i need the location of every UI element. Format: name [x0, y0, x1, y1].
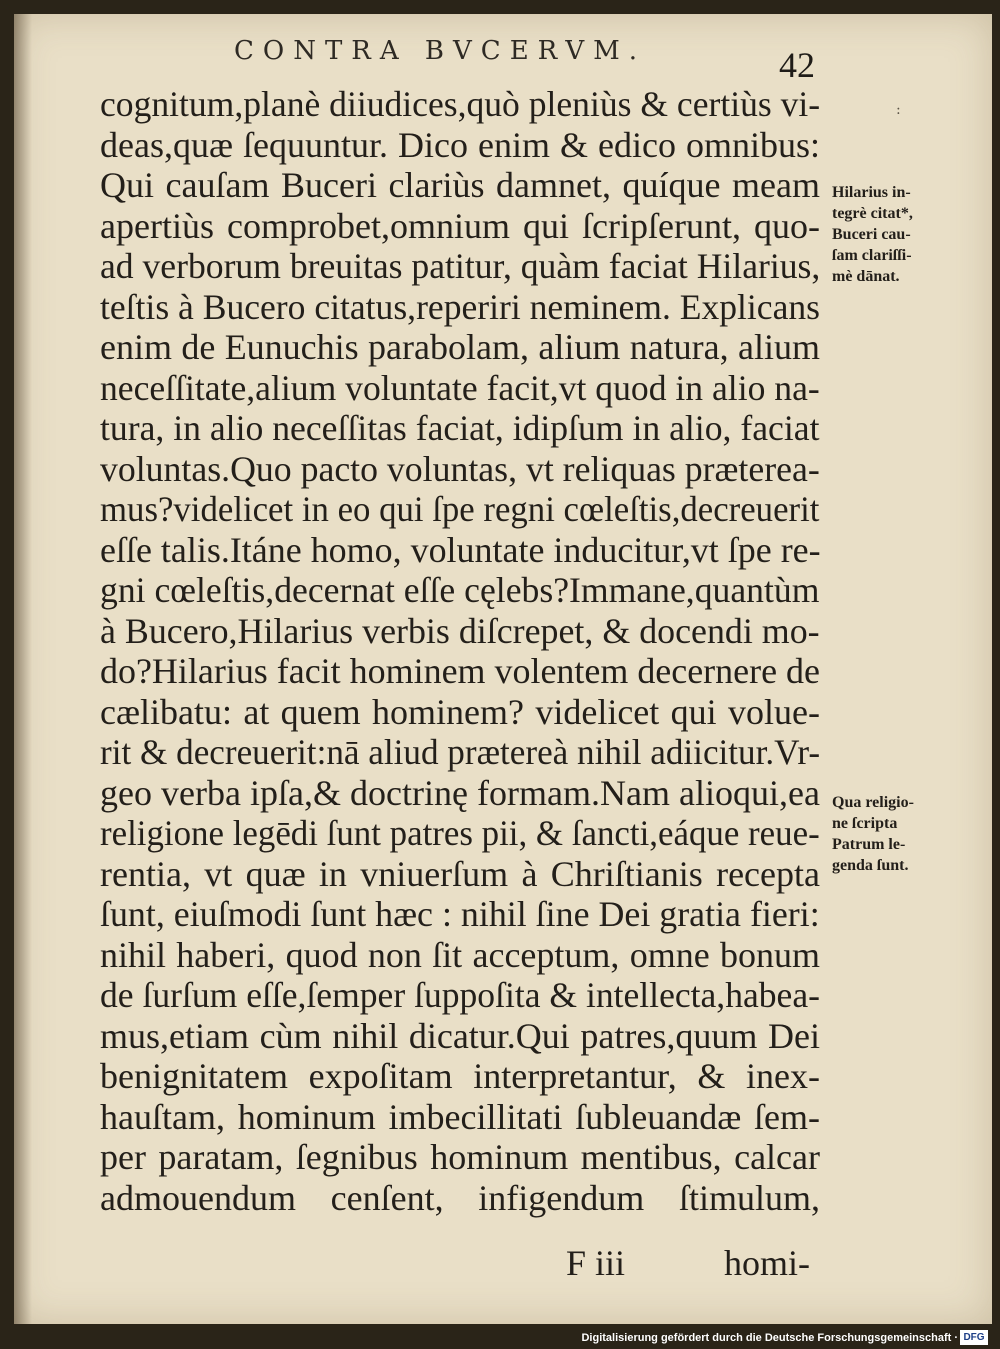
text-line: neceſſitate,alium voluntate facit,vt quod in alio na-	[100, 367, 820, 408]
text-line: ad verborum breuitas patitur, quàm faciat Hilarius,	[100, 246, 821, 286]
catchword: homi-	[724, 1243, 810, 1283]
text-line: rit & decreuerit:nā aliud prætereà nihil adiicitur.Vr-	[100, 732, 821, 772]
dfg-logo: DFG	[960, 1330, 988, 1345]
margin-note-line: tegrè citat*,	[832, 205, 913, 222]
text-line: do?Hilarius facit hominem volentem decernere de	[100, 651, 820, 691]
text-line: ſunt, eiuſmodi ſunt hæc : nihil ſine Dei gratia fieri:	[100, 894, 820, 934]
margin-note-hilarius	[832, 182, 952, 287]
text-line: hauſtam, hominum imbecillitati ſubleuandæ ſem-	[100, 1096, 820, 1137]
margin-note-line: ſam clariſſi-	[832, 247, 912, 264]
text-line: gni cœleſtis,decernat eſſe cęlebs?Immane,quantùm	[100, 570, 820, 610]
text-line: admouendum cenſent, infigendum ſtimulum,	[100, 1177, 820, 1218]
text-line: deas,quæ ſequuntur. Dico enim & edico omnibus:	[100, 124, 820, 165]
running-title: CONTRA BVCERVM.	[234, 36, 646, 66]
text-line: enim de Eunuchis parabolam, alium natura, alium	[100, 327, 820, 367]
page-number: 42	[779, 45, 815, 85]
text-line: rentia, vt quæ in vniuerſum à Chriſtianis recepta	[100, 853, 820, 894]
margin-note-line: mè dānat.	[832, 268, 900, 285]
text-line: cognitum,planè diiudices,quò pleniùs & certiùs vi-	[100, 84, 821, 124]
margin-note-religione	[832, 792, 952, 876]
text-line: Qui cauſam Buceri clariùs damnet, quíque meam	[100, 165, 820, 205]
text-line: teſtis à Bucero citatus,reperiri neminem. Explicans	[100, 286, 821, 327]
text-line: à Bucero,Hilarius verbis diſcrepet, & docendi mo-	[100, 610, 820, 651]
text-line: eſſe talis.Itáne homo, voluntate inducitur,vt ſpe re-	[100, 529, 821, 570]
text-line: benignitatem expoſitam interpretantur, & inex-	[100, 1056, 820, 1096]
text-line: per paratam, ſegnibus hominum mentibus, calcar	[100, 1137, 820, 1177]
body-text	[100, 84, 820, 1218]
signature-mark: F iii	[566, 1243, 626, 1283]
margin-note-line: Patrum le-	[832, 836, 906, 853]
text-line: religione legēdi ſunt patres pii, & ſancti,eáque reue-	[100, 813, 820, 853]
text-line: cælibatu: at quem hominem? videlicet qui volue-	[100, 691, 820, 732]
digitization-credit: Digitalisierung gefördert durch die Deutsche Forschungsgemeinschaft ·	[581, 1332, 958, 1344]
text-line: voluntas.Quo pacto voluntas, vt reliquas præterea-	[100, 448, 820, 489]
margin-note-line: Hilarius in-	[832, 184, 911, 201]
book-page	[14, 14, 992, 1324]
head-mark: :	[896, 102, 901, 118]
text-line: mus?videlicet in eo qui ſpe regni cœleſtis,decreuerit	[100, 489, 820, 529]
page-foot	[100, 1242, 820, 1282]
text-line: nihil haberi, quod non ſit acceptum, omne bonum	[100, 934, 820, 975]
margin-note-line: Buceri cau-	[832, 226, 911, 243]
margin-note-line: genda ſunt.	[832, 857, 909, 874]
text-line: mus,etiam cùm nihil dicatur.Qui patres,quum Dei	[100, 1015, 820, 1056]
text-line: geo verba ipſa,& doctrinę formam.Nam alioqui,ea	[100, 772, 820, 813]
text-line: de ſurſum eſſe,ſemper ſuppoſita & intellecta,habea-	[100, 975, 820, 1015]
margin-note-line: ne ſcripta	[832, 815, 898, 832]
text-line: tura, in alio neceſſitas faciat, idipſum in alio, faciat	[100, 408, 820, 448]
margin-note-line: Qua religio-	[832, 794, 914, 811]
text-line: apertiùs comprobet,omnium qui ſcripſerunt, quo-	[100, 205, 820, 246]
